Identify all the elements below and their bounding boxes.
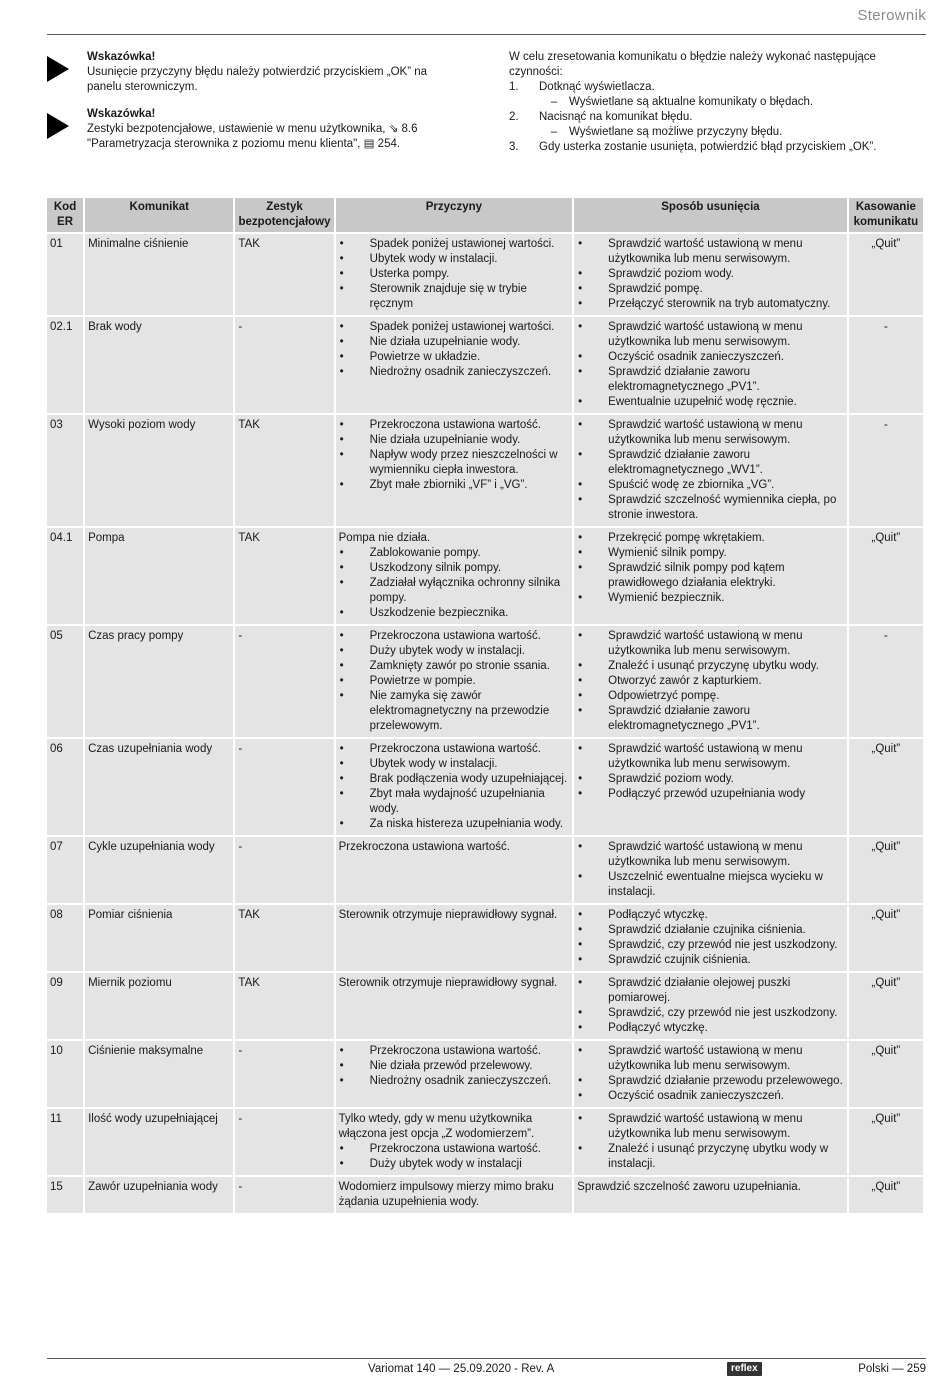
cell-message: Ilość wody uzupełniającej xyxy=(85,1109,233,1175)
col-contact: Zestyk bezpotencjałowy xyxy=(235,198,333,232)
footer-doc-info: Variomat 140 — 25.09.2020 - Rev. A xyxy=(368,1363,555,1375)
footer-page-number: Polski — 259 xyxy=(858,1363,926,1375)
list-item: • Oczyścić osadnik zanieczyszczeń. xyxy=(577,350,844,365)
table-row xyxy=(47,837,923,903)
cell-remedy xyxy=(574,415,847,526)
list-item: • Duży ubytek wody w instalacji xyxy=(339,1157,570,1172)
list-item: • Otworzyć zawór z kapturkiem. xyxy=(577,674,844,689)
list-item: • Nie działa uzupełnianie wody. xyxy=(339,335,570,350)
cell-remedy xyxy=(574,234,847,315)
step-number: 2. xyxy=(509,111,519,123)
list-item: • Brak podłączenia wody uzupełniającej. xyxy=(339,772,570,787)
cell-reset: „Quit” xyxy=(849,528,923,624)
list-item: • Ubytek wody w instalacji. xyxy=(339,252,570,267)
remedy-list xyxy=(577,418,844,523)
cell-message: Czas pracy pompy xyxy=(85,626,233,737)
note-2 xyxy=(47,107,447,152)
list-item: • Sprawdzić wartość ustawioną w menu użytkownika lub menu serwisowym. xyxy=(577,840,844,870)
cell-contact: - xyxy=(235,1177,333,1213)
list-item: • Sprawdzić działanie olejowej puszki pomiarowej. xyxy=(577,976,844,1006)
table-row xyxy=(47,317,923,413)
note-title: Wskazówka! xyxy=(87,108,156,120)
list-item: • Sprawdzić silnik pompy pod kątem prawidłowego działania elektryki. xyxy=(577,561,844,591)
cell-contact: TAK xyxy=(235,973,333,1039)
arrow-right-icon xyxy=(47,50,87,95)
cell-contact: TAK xyxy=(235,234,333,315)
cell-code: 09 xyxy=(47,973,83,1039)
list-item: • Przekroczona ustawiona wartość. xyxy=(339,742,570,757)
list-item: • Sprawdzić poziom wody. xyxy=(577,772,844,787)
list-item: • Niedrożny osadnik zanieczyszczeń. xyxy=(339,365,570,380)
cell-reset: - xyxy=(849,317,923,413)
cell-message: Zawór uzupełniania wody xyxy=(85,1177,233,1213)
step-result-text: Wyświetlane są aktualne komunikaty o błędach. xyxy=(569,96,814,108)
reset-instructions xyxy=(509,50,929,155)
table-row xyxy=(47,1177,923,1213)
cell-contact: - xyxy=(235,317,333,413)
remedy-list xyxy=(577,629,844,734)
list-item: • Przekręcić pompę wkrętakiem. xyxy=(577,531,844,546)
list-item: • Nie działa uzupełnianie wody. xyxy=(339,433,570,448)
list-item: • Nie działa przewód przelewowy. xyxy=(339,1059,570,1074)
cause-text: Sterownik otrzymuje nieprawidłowy sygnał. xyxy=(338,977,558,989)
list-item: • Spadek poniżej ustawionej wartości. xyxy=(339,237,570,252)
cause-list xyxy=(339,320,570,380)
cell-reset: „Quit” xyxy=(849,234,923,315)
table-row xyxy=(47,626,923,737)
reset-step xyxy=(509,110,929,125)
list-item: • Usterka pompy. xyxy=(339,267,570,282)
cell-causes xyxy=(336,317,573,413)
list-item: • Wymienić bezpiecznik. xyxy=(577,591,844,606)
list-item: • Napływ wody przez nieszczelności w wymienniku ciepła inwestora. xyxy=(339,448,570,478)
list-item: • Powietrze w pompie. xyxy=(339,674,570,689)
cell-contact: - xyxy=(235,837,333,903)
list-item: • Niedrożny osadnik zanieczyszczeń. xyxy=(339,1074,570,1089)
list-item: • Nie zamyka się zawór elektromagnetyczny na przewodzie przelewowym. xyxy=(339,689,570,734)
reset-steps xyxy=(509,80,929,155)
cell-code: 03 xyxy=(47,415,83,526)
cell-code: 06 xyxy=(47,739,83,835)
remedy-list xyxy=(577,908,844,968)
cell-causes xyxy=(336,528,573,624)
cell-causes xyxy=(336,905,573,971)
cell-code: 08 xyxy=(47,905,83,971)
cause-list xyxy=(339,629,570,734)
cell-remedy xyxy=(574,1177,847,1213)
list-item: • Uszkodzenie bezpiecznika. xyxy=(339,606,570,621)
cell-remedy xyxy=(574,973,847,1039)
list-item: • Znaleźć i usunąć przyczynę ubytku wody w instalacji. xyxy=(577,1142,844,1172)
list-item: • Przekroczona ustawiona wartość. xyxy=(339,1142,570,1157)
cell-message: Wysoki poziom wody xyxy=(85,415,233,526)
page-header-title: Sterownik xyxy=(857,7,926,24)
cell-reset: „Quit” xyxy=(849,905,923,971)
cell-remedy xyxy=(574,837,847,903)
cell-message: Czas uzupełniania wody xyxy=(85,739,233,835)
list-item: • Oczyścić osadnik zanieczyszczeń. xyxy=(577,1089,844,1104)
cause-list xyxy=(339,418,570,493)
cell-reset: - xyxy=(849,626,923,737)
table-row xyxy=(47,905,923,971)
list-item: • Przekroczona ustawiona wartość. xyxy=(339,418,570,433)
list-item: • Wymienić silnik pompy. xyxy=(577,546,844,561)
dash-marker: – xyxy=(550,96,558,108)
list-item: • Sterownik znajduje się w trybie ręcznym xyxy=(339,282,570,312)
cause-list xyxy=(339,742,570,832)
note-text: Usunięcie przyczyny błędu należy potwierdzić przyciskiem „OK” na panelu sterowniczym. xyxy=(87,66,428,93)
cell-remedy xyxy=(574,528,847,624)
step-number: 1. xyxy=(509,81,519,93)
list-item: • Spadek poniżej ustawionej wartości. xyxy=(339,320,570,335)
list-item: • Uszkodzony silnik pompy. xyxy=(339,561,570,576)
cause-list xyxy=(339,546,570,621)
list-item: • Sprawdzić szczelność wymiennika ciepła, po stronie inwestora. xyxy=(577,493,844,523)
footer-rule xyxy=(47,1358,926,1359)
list-item: • Sprawdzić działanie zaworu elektromagnetycznego „PV1”. xyxy=(577,365,844,395)
cell-causes xyxy=(336,1041,573,1107)
reset-intro: W celu zresetowania komunikatu o błędzie należy wykonać następujące czynności: xyxy=(509,51,876,78)
cell-contact: - xyxy=(235,626,333,737)
list-item: • Sprawdzić działanie zaworu elektromagnetycznego „PV1”. xyxy=(577,704,844,734)
cause-text: Sterownik otrzymuje nieprawidłowy sygnał. xyxy=(338,909,558,921)
cell-contact: TAK xyxy=(235,415,333,526)
list-item: • Sprawdzić poziom wody. xyxy=(577,267,844,282)
cause-text: Przekroczona ustawiona wartość. xyxy=(338,841,510,853)
list-item: • Uszczelnić ewentualne miejsca wycieku w instalacji. xyxy=(577,870,844,900)
list-item: • Sprawdzić wartość ustawioną w menu użytkownika lub menu serwisowym. xyxy=(577,742,844,772)
step-result-text: Wyświetlane są możliwe przyczyny błędu. xyxy=(569,126,783,138)
col-causes: Przyczyny xyxy=(336,198,573,232)
remedy-list xyxy=(577,320,844,410)
reset-step xyxy=(509,80,929,95)
table-row xyxy=(47,528,923,624)
header-rule xyxy=(47,34,926,35)
cell-reset: - xyxy=(849,415,923,526)
reset-step-result xyxy=(509,95,929,110)
dash-marker: – xyxy=(550,126,558,138)
list-item: • Duży ubytek wody w instalacji. xyxy=(339,644,570,659)
error-table xyxy=(45,196,925,1215)
cell-code: 04.1 xyxy=(47,528,83,624)
table-row xyxy=(47,739,923,835)
remedy-list xyxy=(577,531,844,606)
cell-contact: - xyxy=(235,739,333,835)
list-item: • Sprawdzić działanie czujnika ciśnienia. xyxy=(577,923,844,938)
table-row xyxy=(47,1041,923,1107)
note-title: Wskazówka! xyxy=(87,51,156,63)
list-item: • Zbyt małe zbiorniki „VF” i „VG”. xyxy=(339,478,570,493)
cell-message: Miernik poziomu xyxy=(85,973,233,1039)
cell-causes xyxy=(336,626,573,737)
list-item: • Sprawdzić wartość ustawioną w menu użytkownika lub menu serwisowym. xyxy=(577,320,844,350)
list-item: • Zadziałał wyłącznika ochronny silnika pompy. xyxy=(339,576,570,606)
reset-step-result xyxy=(509,125,929,140)
cell-causes xyxy=(336,973,573,1039)
notes-column xyxy=(47,50,447,164)
cell-message: Pomiar ciśnienia xyxy=(85,905,233,971)
note-1 xyxy=(47,50,447,95)
cell-causes xyxy=(336,234,573,315)
cell-reset: „Quit” xyxy=(849,1109,923,1175)
list-item: • Odpowietrzyć pompę. xyxy=(577,689,844,704)
list-item: • Spuścić wodę ze zbiornika „VG”. xyxy=(577,478,844,493)
list-item: • Za niska histereza uzupełniania wody. xyxy=(339,817,570,832)
step-text: Dotknąć wyświetlacza. xyxy=(539,81,655,93)
cell-reset: „Quit” xyxy=(849,973,923,1039)
cell-code: 01 xyxy=(47,234,83,315)
list-item: • Zbyt mała wydajność uzupełniania wody. xyxy=(339,787,570,817)
list-item: • Ewentualnie uzupełnić wodę ręcznie. xyxy=(577,395,844,410)
cell-code: 02.1 xyxy=(47,317,83,413)
list-item: • Zablokowanie pompy. xyxy=(339,546,570,561)
cell-reset: „Quit” xyxy=(849,837,923,903)
list-item: • Podłączyć przewód uzupełniania wody xyxy=(577,787,844,802)
cell-causes xyxy=(336,739,573,835)
table-header-row xyxy=(47,198,923,232)
list-item: • Sprawdzić wartość ustawioną w menu użytkownika lub menu serwisowym. xyxy=(577,418,844,448)
reflex-logo: reflex xyxy=(727,1362,762,1376)
cell-contact: - xyxy=(235,1109,333,1175)
cell-remedy xyxy=(574,317,847,413)
cell-causes xyxy=(336,1177,573,1213)
cause-list xyxy=(339,1044,570,1089)
cause-text: Tylko wtedy, gdy w menu użytkownika włączona jest opcja „Z wodomierzem”. xyxy=(338,1113,535,1140)
list-item: • Przekroczona ustawiona wartość. xyxy=(339,629,570,644)
list-item: • Sprawdzić, czy przewód nie jest uszkodzony. xyxy=(577,1006,844,1021)
remedy-list xyxy=(577,742,844,802)
cause-list xyxy=(339,1142,570,1172)
cell-remedy xyxy=(574,1109,847,1175)
table-row xyxy=(47,234,923,315)
cell-reset: „Quit” xyxy=(849,1177,923,1213)
list-item: • Zamknięty zawór po stronie ssania. xyxy=(339,659,570,674)
remedy-list xyxy=(577,840,844,900)
list-item: • Podłączyć wtyczkę. xyxy=(577,908,844,923)
list-item: • Podłączyć wtyczkę. xyxy=(577,1021,844,1036)
col-code: Kod ER xyxy=(47,198,83,232)
cell-remedy xyxy=(574,626,847,737)
cell-message: Pompa xyxy=(85,528,233,624)
cell-causes xyxy=(336,415,573,526)
cell-reset: „Quit” xyxy=(849,1041,923,1107)
cause-list xyxy=(339,237,570,312)
cell-code: 15 xyxy=(47,1177,83,1213)
cell-message: Ciśnienie maksymalne xyxy=(85,1041,233,1107)
cell-code: 07 xyxy=(47,837,83,903)
list-item: • Przełączyć sterownik na tryb automatyczny. xyxy=(577,297,844,312)
cell-remedy xyxy=(574,1041,847,1107)
arrow-right-icon xyxy=(47,107,87,152)
list-item: • Znaleźć i usunąć przyczynę ubytku wody. xyxy=(577,659,844,674)
list-item: • Sprawdzić działanie przewodu przelewowego. xyxy=(577,1074,844,1089)
cell-remedy xyxy=(574,739,847,835)
list-item: • Przekroczona ustawiona wartość. xyxy=(339,1044,570,1059)
cell-reset: „Quit” xyxy=(849,739,923,835)
cell-code: 05 xyxy=(47,626,83,737)
step-text: Nacisnąć na komunikat błędu. xyxy=(539,111,693,123)
cell-contact: - xyxy=(235,1041,333,1107)
cell-causes xyxy=(336,1109,573,1175)
remedy-list xyxy=(577,1112,844,1172)
remedy-list xyxy=(577,976,844,1036)
col-remedy: Sposób usunięcia xyxy=(574,198,847,232)
col-reset: Kasowanie komunikatu xyxy=(849,198,923,232)
cell-message: Cykle uzupełniania wody xyxy=(85,837,233,903)
list-item: • Sprawdzić wartość ustawioną w menu użytkownika lub menu serwisowym. xyxy=(577,1112,844,1142)
list-item: • Powietrze w układzie. xyxy=(339,350,570,365)
list-item: • Ubytek wody w instalacji. xyxy=(339,757,570,772)
cell-code: 10 xyxy=(47,1041,83,1107)
cell-message: Minimalne ciśnienie xyxy=(85,234,233,315)
remedy-text: Sprawdzić szczelność zaworu uzupełniania. xyxy=(577,1181,801,1193)
list-item: • Sprawdzić wartość ustawioną w menu użytkownika lub menu serwisowym. xyxy=(577,237,844,267)
col-message: Komunikat xyxy=(85,198,233,232)
cell-message: Brak wody xyxy=(85,317,233,413)
reset-step xyxy=(509,140,929,155)
cell-remedy xyxy=(574,905,847,971)
cell-code: 11 xyxy=(47,1109,83,1175)
table-row xyxy=(47,973,923,1039)
list-item: • Sprawdzić wartość ustawioną w menu użytkownika lub menu serwisowym. xyxy=(577,629,844,659)
remedy-list xyxy=(577,1044,844,1104)
note-text: Zestyki bezpotencjałowe, ustawienie w menu użytkownika, ⇘ 8.6 "Parametryzacja sterownika z poziomu menu klienta", ▤ 254. xyxy=(87,123,418,150)
list-item: • Sprawdzić działanie zaworu elektromagnetycznego „WV1”. xyxy=(577,448,844,478)
cell-contact: TAK xyxy=(235,528,333,624)
cause-text: Pompa nie działa. xyxy=(338,532,431,544)
list-item: • Sprawdzić pompę. xyxy=(577,282,844,297)
cell-causes xyxy=(336,837,573,903)
remedy-list xyxy=(577,237,844,312)
cause-text: Wodomierz impulsowy mierzy mimo braku żądania uzupełnienia wody. xyxy=(338,1181,554,1208)
list-item: • Sprawdzić wartość ustawioną w menu użytkownika lub menu serwisowym. xyxy=(577,1044,844,1074)
list-item: • Sprawdzić czujnik ciśnienia. xyxy=(577,953,844,968)
list-item: • Sprawdzić, czy przewód nie jest uszkodzony. xyxy=(577,938,844,953)
table-row xyxy=(47,1109,923,1175)
step-number: 3. xyxy=(509,141,519,153)
step-text: Gdy usterka zostanie usunięta, potwierdzić błąd przyciskiem „OK”. xyxy=(539,141,877,153)
cell-contact: TAK xyxy=(235,905,333,971)
table-row xyxy=(47,415,923,526)
